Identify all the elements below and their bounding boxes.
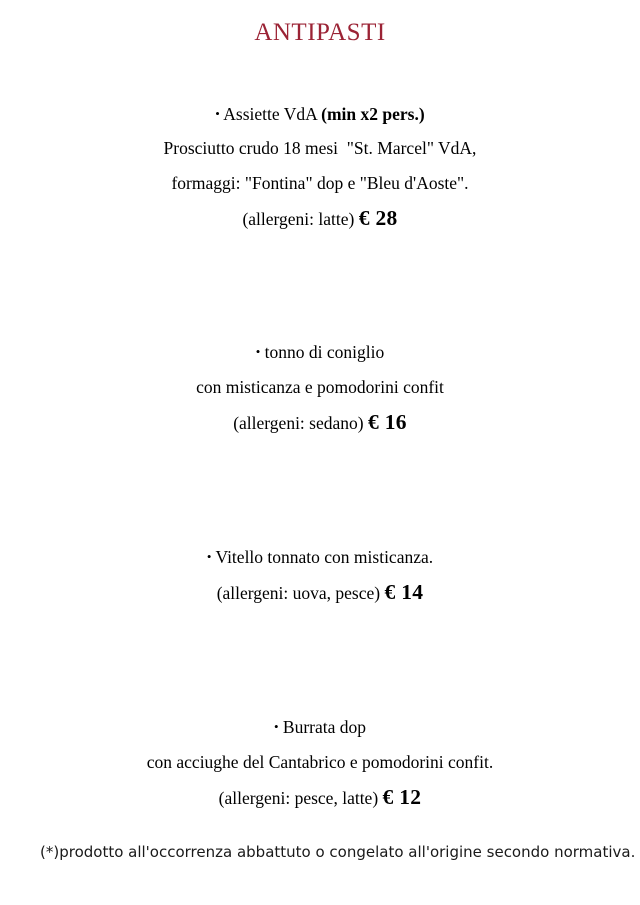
menu-item-allergens: (allergeni: sedano) — [233, 413, 364, 434]
menu-item — [0, 539, 640, 611]
menu-item-name-line — [0, 96, 640, 132]
menu-item-list — [0, 96, 640, 816]
menu-item-description-line: formaggi: "Fontina" dop e "Bleu d'Aoste". — [171, 173, 469, 194]
menu-item-allergens-price-line — [0, 780, 640, 816]
menu-item-name: tonno di coniglio — [264, 342, 385, 363]
menu-item-price: € 12 — [382, 784, 422, 809]
menu-item-allergens: (allergeni: uova, pesce) — [216, 582, 381, 603]
menu-item-description-line: con acciughe del Cantabrico e pomodorini confit. — [146, 751, 494, 772]
menu-item-price: € 28 — [358, 206, 398, 231]
menu-item-name: Burrata dop — [282, 716, 367, 737]
menu-item — [0, 334, 640, 441]
menu-item-allergens-price-line — [0, 405, 640, 441]
menu-item-allergens-price-line — [0, 201, 640, 237]
menu-item-name: Assiette VdA — [223, 103, 317, 124]
bullet-icon: • — [215, 105, 220, 121]
page-title: ANTIPASTI — [254, 19, 386, 46]
bullet-icon: • — [206, 549, 212, 565]
menu-item-name-suffix: (min x2 pers.) — [321, 103, 425, 124]
menu-item-price: € 14 — [384, 579, 424, 604]
menu-item-price: € 16 — [367, 410, 407, 435]
footnote-text: (*)prodotto all'occorrenza abbattuto o congelato all'origine secondo normativa. — [40, 843, 636, 861]
menu-item — [0, 96, 640, 238]
bullet-icon: • — [273, 718, 279, 734]
menu-item-name-line — [0, 539, 640, 575]
menu-item-allergens: (allergeni: pesce, latte) — [218, 787, 379, 808]
menu-item-allergens: (allergeni: latte) — [242, 209, 355, 230]
menu-item — [0, 709, 640, 816]
menu-item-description-line: Prosciutto crudo 18 mesi "St. Marcel" VdA, — [163, 138, 477, 159]
menu-item-name-line — [0, 334, 640, 370]
menu-item-name: Vitello tonnato con misticanza. — [215, 546, 434, 567]
menu-item-allergens-price-line — [0, 575, 640, 611]
menu-item-name-line — [0, 709, 640, 745]
bullet-icon: • — [255, 344, 261, 360]
menu-item-description-line: con misticanza e pomodorini confit — [196, 377, 444, 398]
